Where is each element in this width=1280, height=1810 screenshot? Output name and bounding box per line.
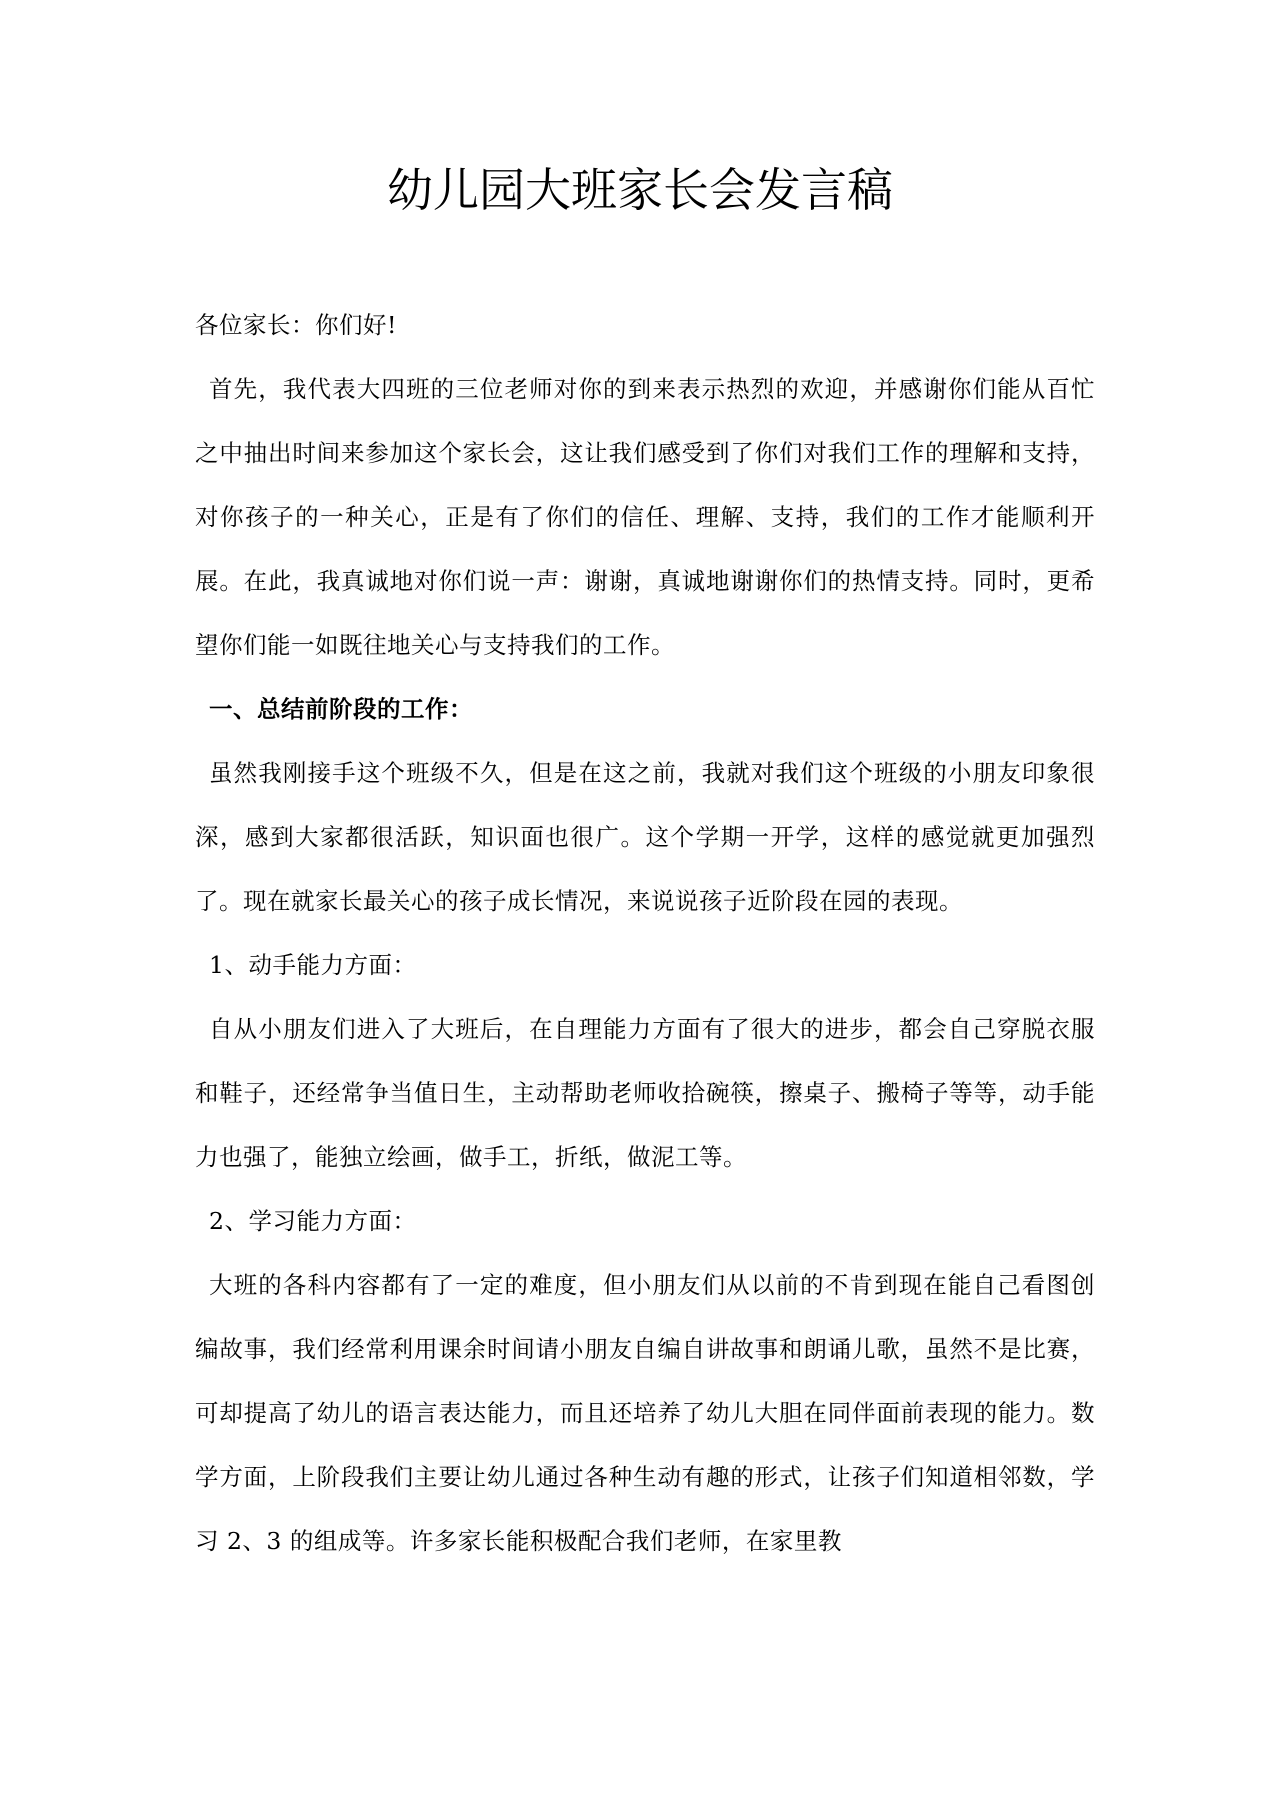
document-body [195, 293, 1095, 1573]
subsection-paragraph: 大班的各科内容都有了一定的难度，但小朋友们从以前的不肯到现在能自己看图创编故事，我们经常利用课余时间请小朋友自编自讲故事和朗诵儿歌，虽然不是比赛，可却提高了幼儿的语言表达能力，而且还培养了幼儿大胆在同伴面前表现的能力。数学方面，上阶段我们主要让幼儿通过各种生动有趣的形式，让孩子们知道相邻数，学习 2、3 的组成等。许多家长能积极配合我们老师，在家里教 [195, 1271, 1095, 1555]
subsection-heading: 1、动手能力方面： [209, 951, 417, 979]
subsection-heading: 2、学习能力方面： [209, 1207, 417, 1235]
section-paragraph: 虽然我刚接手这个班级不久，但是在这之前，我就对我们这个班级的小朋友印象很深，感到大家都很活跃，知识面也很广。这个学期一开学，这样的感觉就更加强烈了。现在就家长最关心的孩子成长情况，来说说孩子近阶段在园的表现。 [195, 759, 1095, 915]
intro-paragraph: 首先，我代表大四班的三位老师对你的到来表示热烈的欢迎，并感谢你们能从百忙之中抽出时间来参加这个家长会，这让我们感受到了你们对我们工作的理解和支持，对你孩子的一种关心，正是有了你们的信任、理解、支持，我们的工作才能顺利开展。在此，我真诚地对你们说一声：谢谢，真诚地谢谢你们的热情支持。同时，更希望你们能一如既往地关心与支持我们的工作。 [195, 375, 1095, 659]
document-title: 幼儿园大班家长会发言稿 [387, 163, 893, 217]
subsection-paragraph: 自从小朋友们进入了大班后，在自理能力方面有了很大的进步，都会自己穿脱衣服和鞋子，还经常争当值日生，主动帮助老师收拾碗筷，擦桌子、搬椅子等等，动手能力也强了，能独立绘画，做手工，折纸，做泥工等。 [195, 1015, 1095, 1171]
greeting: 各位家长：你们好! [195, 311, 397, 339]
section-heading: 一、总结前阶段的工作： [209, 695, 473, 723]
